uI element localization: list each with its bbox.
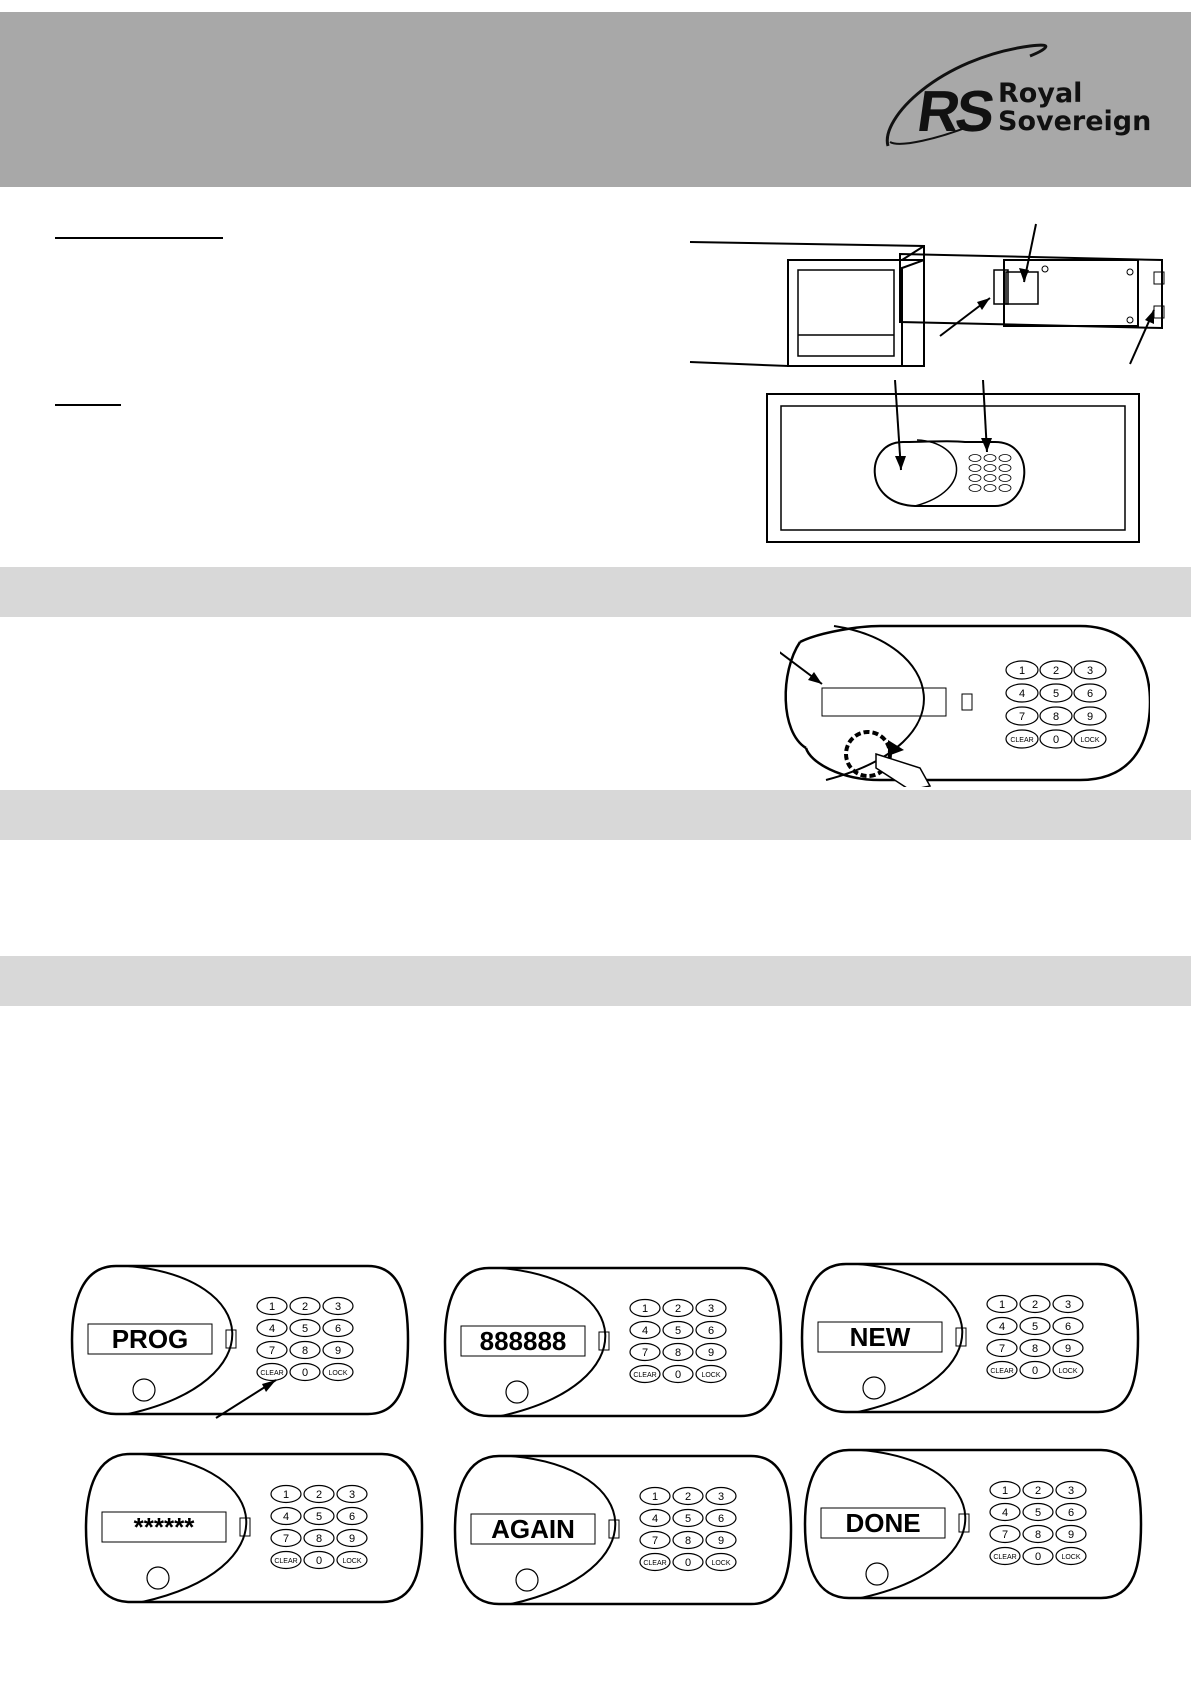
section-header-band [0, 567, 1191, 617]
safe-keypad-panel [802, 1260, 1138, 1416]
key-label: 7 [268, 1345, 276, 1357]
key-label: 4 [282, 1511, 290, 1523]
key-label: 3 [1086, 665, 1094, 677]
key-label: 2 [301, 1301, 309, 1313]
key-label: 6 [1067, 1507, 1075, 1519]
key-label: 9 [334, 1345, 342, 1357]
key-label: 2 [684, 1491, 692, 1503]
safe-keypad-panel [455, 1452, 791, 1608]
safe-keypad-panel [86, 1450, 422, 1606]
key-label: 3 [334, 1301, 342, 1313]
key-label: 2 [1052, 665, 1060, 677]
key-label: 2 [674, 1303, 682, 1315]
key-label: 4 [641, 1325, 649, 1337]
key-label: 7 [641, 1347, 649, 1359]
clear-key-arrow-icon [210, 1372, 290, 1422]
key-label: 6 [334, 1323, 342, 1335]
keypad [1006, 661, 1106, 748]
logo-text-sovereign: Sovereign [998, 106, 1152, 137]
key-label: 0 [684, 1557, 692, 1569]
key-label: 6 [717, 1513, 725, 1525]
section-header-band [0, 790, 1191, 840]
display-readout: PROG [111, 1324, 189, 1354]
key-label: 0 [1031, 1365, 1039, 1377]
key-label: 5 [315, 1511, 323, 1523]
key-label: 1 [651, 1491, 659, 1503]
display-readout: 888888 [479, 1326, 567, 1356]
logo-text-royal: Royal [998, 78, 1083, 109]
key-label: CLEAR [633, 1372, 657, 1379]
key-label: CLEAR [643, 1560, 667, 1567]
royal-sovereign-logo [880, 38, 1150, 158]
key-label: 1 [282, 1489, 290, 1501]
key-label: 4 [998, 1321, 1006, 1333]
key-label: 3 [1064, 1299, 1072, 1311]
key-label: LOCK [328, 1370, 348, 1377]
key-label: 1 [1001, 1485, 1009, 1497]
logo-mark: RS [913, 79, 996, 144]
safe-front-illustration [765, 380, 1145, 545]
key-label: LOCK [1061, 1554, 1081, 1561]
key-label: 9 [707, 1347, 715, 1359]
key-label: LOCK [1058, 1368, 1078, 1375]
key-label: 0 [674, 1369, 682, 1381]
key-label: LOCK [342, 1558, 362, 1565]
key-label: 8 [1034, 1529, 1042, 1541]
key-label: 8 [674, 1347, 682, 1359]
key-label: 4 [651, 1513, 659, 1525]
key-label: 7 [998, 1343, 1006, 1355]
safe-keypad-panel [805, 1446, 1141, 1602]
key-label: 3 [348, 1489, 356, 1501]
key-label: 9 [1067, 1529, 1075, 1541]
key-label: 1 [268, 1301, 276, 1313]
display-readout: AGAIN [491, 1514, 575, 1544]
key-label: 9 [717, 1535, 725, 1547]
key-label: 4 [268, 1323, 276, 1335]
key-label: 6 [1064, 1321, 1072, 1333]
key-label: 4 [1001, 1507, 1009, 1519]
key-label: LOCK [1080, 737, 1100, 744]
display-readout: ****** [133, 1512, 195, 1542]
display-readout: DONE [845, 1508, 921, 1538]
key-label: 0 [315, 1555, 323, 1567]
key-label: 8 [315, 1533, 323, 1545]
key-label: 9 [1086, 711, 1094, 723]
key-label: LOCK [711, 1560, 731, 1567]
key-label: LOCK [701, 1372, 721, 1379]
key-label: 2 [1031, 1299, 1039, 1311]
key-label: CLEAR [260, 1370, 284, 1377]
key-label: 7 [1018, 711, 1026, 723]
key-label: 5 [684, 1513, 692, 1525]
safe-keypad-panel [445, 1264, 781, 1420]
safe-open-illustration [688, 220, 1168, 370]
key-label: 5 [1052, 688, 1060, 700]
key-label: 3 [707, 1303, 715, 1315]
key-label: 1 [998, 1299, 1006, 1311]
key-label: 7 [1001, 1529, 1009, 1541]
key-label: 1 [641, 1303, 649, 1315]
heading-underline [55, 404, 121, 406]
key-label: 8 [301, 1345, 309, 1357]
key-label: 7 [651, 1535, 659, 1547]
key-label: 4 [1018, 688, 1026, 700]
key-label: 0 [1052, 734, 1060, 746]
key-label: 6 [348, 1511, 356, 1523]
key-label: CLEAR [993, 1554, 1017, 1561]
key-label: 5 [301, 1323, 309, 1335]
key-label: 8 [1052, 711, 1060, 723]
key-label: 9 [1064, 1343, 1072, 1355]
override-key-panel-illustration [780, 622, 1150, 787]
key-label: 8 [1031, 1343, 1039, 1355]
section-header-band [0, 956, 1191, 1006]
key-label: 7 [282, 1533, 290, 1545]
key-label: 8 [684, 1535, 692, 1547]
key-label: CLEAR [274, 1558, 298, 1565]
key-label: 0 [1034, 1551, 1042, 1563]
key-label: 5 [1034, 1507, 1042, 1519]
heading-underline [55, 237, 223, 239]
key-label: 9 [348, 1533, 356, 1545]
key-label: CLEAR [990, 1368, 1014, 1375]
key-label: 6 [707, 1325, 715, 1337]
key-label: 6 [1086, 688, 1094, 700]
key-label: 2 [315, 1489, 323, 1501]
key-label: 0 [301, 1367, 309, 1379]
key-label: CLEAR [1010, 737, 1034, 744]
key-label: 1 [1018, 665, 1026, 677]
key-label: 2 [1034, 1485, 1042, 1497]
key-label: 3 [1067, 1485, 1075, 1497]
key-label: 5 [1031, 1321, 1039, 1333]
key-label: 3 [717, 1491, 725, 1503]
display-readout: NEW [849, 1322, 911, 1352]
key-label: 5 [674, 1325, 682, 1337]
